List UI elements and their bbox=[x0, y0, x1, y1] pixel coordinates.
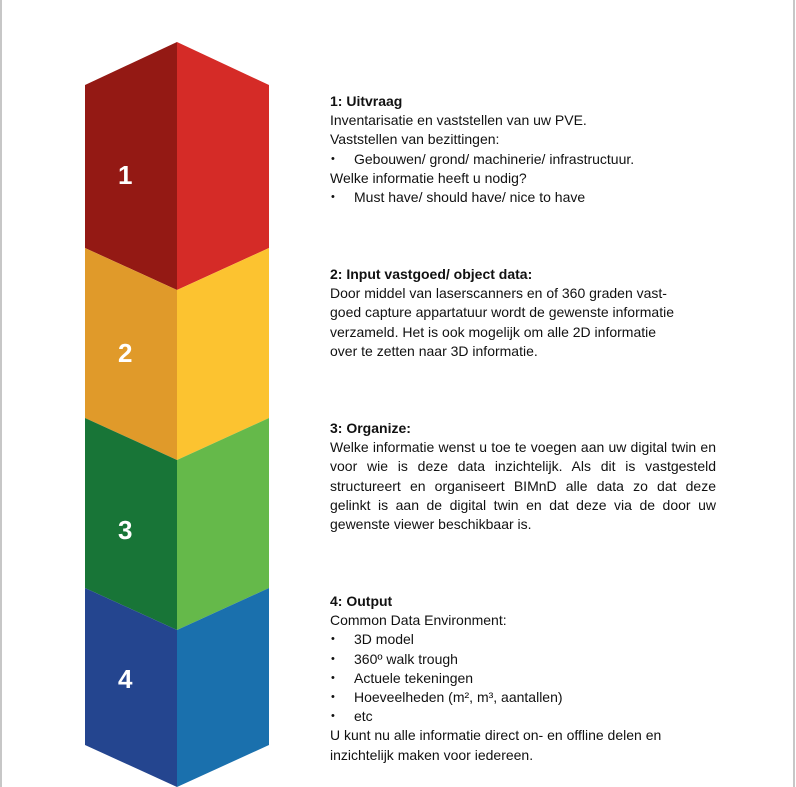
list-item: • etc bbox=[330, 707, 716, 726]
step-3-body: Welke informatie wenst u toe te voegen aan uw digital twin en voor wie is deze data inzichtelijk. Als dit is vastgesteld structureert en organiseert BIMnD alle data zo dat deze gelinkt is aan de digital twin en dat deze via de door uw gewenste viewer beschikbaar is. bbox=[330, 439, 716, 533]
step-2-description bbox=[330, 265, 716, 361]
step-1-line: Welke informatie heeft u nodig? bbox=[330, 169, 527, 186]
list-item: • Must have/ should have/ nice to have bbox=[330, 188, 716, 207]
step-1-bullet-list bbox=[330, 188, 716, 207]
step-4-intro: Common Data Environment: bbox=[330, 612, 507, 629]
step-number-4: 4 bbox=[118, 664, 133, 694]
step-4-title: 4: Output bbox=[330, 593, 393, 609]
step-4-bullet-list bbox=[330, 630, 716, 726]
step-number-3: 3 bbox=[118, 515, 133, 545]
step-2-line: over te zetten naar 3D informatie. bbox=[330, 342, 538, 359]
list-item: • Gebouwen/ grond/ machinerie/ infrastructuur. bbox=[330, 150, 716, 169]
step-3-title: 3: Organize: bbox=[330, 420, 411, 436]
step-4-line: inzichtelijk maken voor iedereen. bbox=[330, 746, 534, 763]
step-number-1: 1 bbox=[118, 160, 133, 190]
list-item: • 3D model bbox=[330, 630, 716, 649]
list-item: • 360º walk trough bbox=[330, 650, 716, 669]
step-2-line: goed capture appartatuur wordt de gewenste informatie bbox=[330, 304, 674, 321]
step-2-title: 2: Input vastgoed/ object data: bbox=[330, 266, 533, 282]
list-item: • Actuele tekeningen bbox=[330, 669, 716, 688]
step-2-line: Door middel van laserscanners en of 360 graden vast- bbox=[330, 285, 667, 302]
step-1-title: 1: Uitvraag bbox=[330, 93, 403, 109]
step-3-description bbox=[330, 419, 716, 534]
step-number-2: 2 bbox=[118, 338, 133, 368]
step-2-line: verzameld. Het is ook mogelijk om alle 2D informatie bbox=[330, 323, 657, 340]
step-1-line: Inventarisatie en vaststellen van uw PVE. bbox=[330, 112, 587, 129]
tower-segment-1-right-face bbox=[177, 42, 269, 290]
step-4-line: U kunt nu alle informatie direct on- en offline delen en bbox=[330, 727, 662, 744]
list-item: • Hoeveelheden (m², m³, aantallen) bbox=[330, 688, 716, 707]
step-4-description bbox=[330, 592, 716, 765]
step-1-description bbox=[330, 92, 716, 207]
step-1-line: Vaststellen van bezittingen: bbox=[330, 131, 500, 148]
step-1-bullet-list bbox=[330, 150, 716, 169]
